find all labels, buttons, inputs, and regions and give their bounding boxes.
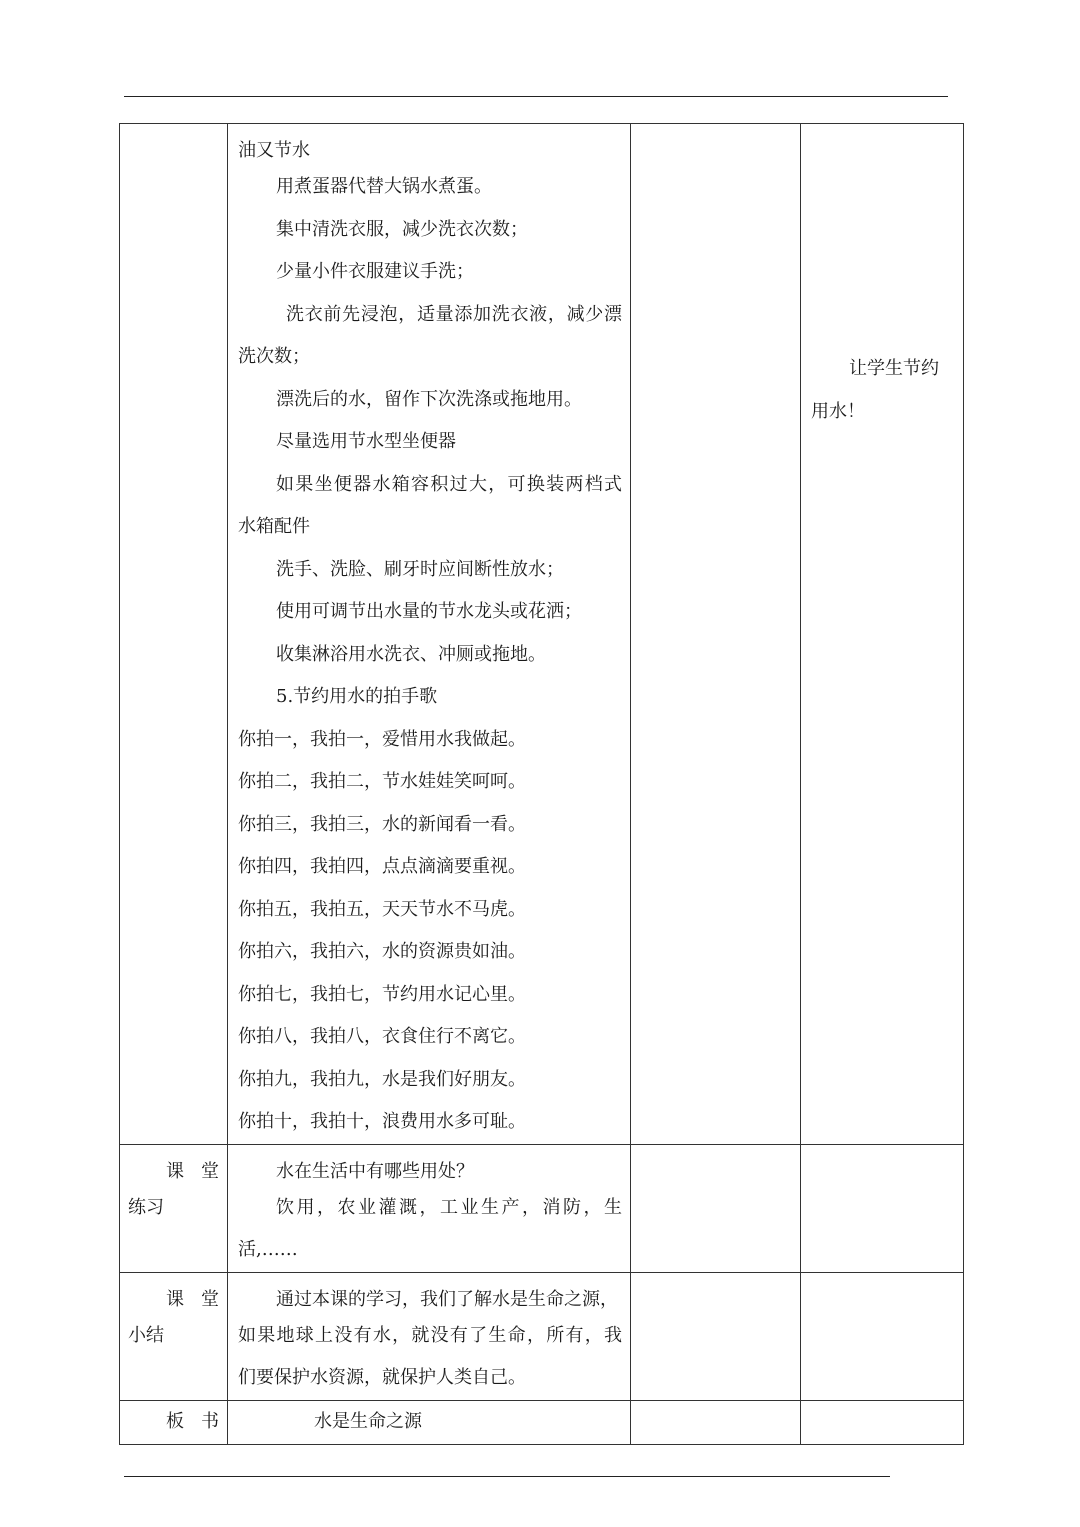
practice-label: 练习 bbox=[128, 1196, 164, 1218]
content-line: 5.节约用水的拍手歌 bbox=[276, 686, 438, 707]
board-label: 板书 bbox=[166, 1410, 219, 1432]
activity-cell bbox=[631, 1400, 801, 1444]
content-line: 用煮蛋器代替大锅水煮蛋。 bbox=[276, 176, 492, 197]
summary-line: 如果地球上没有水，就没有了生命，所有，我 bbox=[238, 1324, 622, 1346]
summary-line: 们要保护水资源，就保护人类自己。 bbox=[238, 1367, 526, 1388]
content-cell bbox=[228, 1272, 631, 1400]
activity-cell bbox=[631, 1272, 801, 1400]
label-cell bbox=[120, 1144, 228, 1272]
design-note-cell bbox=[801, 124, 964, 1145]
practice-label: 课 堂 bbox=[166, 1160, 219, 1182]
chant-line: 你拍十，我拍十，浪费用水多可耻。 bbox=[238, 1111, 526, 1132]
content-line: 洗衣前先浸泡，适量添加洗衣液，减少漂 bbox=[286, 303, 622, 325]
table-row bbox=[120, 124, 964, 1145]
chant-line: 你拍四，我拍四，点点滴滴要重视。 bbox=[238, 856, 526, 877]
content-cell bbox=[228, 124, 631, 1145]
content-line: 如果坐便器水箱容积过大，可换装两档式 bbox=[276, 473, 622, 495]
chant-line: 你拍五，我拍五，天天节水不马虎。 bbox=[238, 898, 526, 920]
design-note-line: 用水！ bbox=[811, 400, 865, 422]
label-cell bbox=[120, 124, 228, 1145]
content-cell bbox=[228, 1400, 631, 1444]
chant-line: 你拍八，我拍八，衣食住行不离它。 bbox=[238, 1026, 526, 1047]
table-row bbox=[120, 1144, 964, 1272]
design-note-cell bbox=[801, 1144, 964, 1272]
content-line: 集中清洗衣服，减少洗衣次数； bbox=[276, 218, 528, 240]
practice-line: 活,…… bbox=[238, 1239, 298, 1260]
chant-line: 你拍六，我拍六，水的资源贵如油。 bbox=[238, 941, 526, 962]
table-row bbox=[120, 1272, 964, 1400]
chant-line: 你拍一，我拍一，爱惜用水我做起。 bbox=[238, 728, 526, 750]
label-cell bbox=[120, 1272, 228, 1400]
activity-cell bbox=[631, 1144, 801, 1272]
footer-rule bbox=[124, 1476, 890, 1477]
label-cell bbox=[120, 1400, 228, 1444]
chant-line: 你拍三，我拍三，水的新闻看一看。 bbox=[238, 813, 526, 835]
content-line: 少量小件衣服建议手洗； bbox=[276, 261, 474, 282]
design-note-cell bbox=[801, 1400, 964, 1444]
design-note-cell bbox=[801, 1272, 964, 1400]
content-line: 洗次数； bbox=[238, 346, 310, 367]
chant-line: 你拍二，我拍二，节水娃娃笑呵呵。 bbox=[238, 771, 526, 792]
design-note-line: 让学生节约 bbox=[849, 358, 939, 379]
content-line: 水箱配件 bbox=[238, 516, 310, 537]
practice-line: 水在生活中有哪些用处？ bbox=[276, 1160, 474, 1182]
summary-label: 小结 bbox=[128, 1324, 164, 1346]
header-rule bbox=[124, 96, 948, 97]
practice-line: 饮用，农业灌溉，工业生产，消防，生 bbox=[276, 1196, 622, 1218]
table-row bbox=[120, 1400, 964, 1444]
content-line: 漂洗后的水，留作下次洗涤或拖地用。 bbox=[276, 388, 582, 410]
activity-cell bbox=[631, 124, 801, 1145]
chant-line: 你拍七，我拍七，节约用水记心里。 bbox=[238, 983, 526, 1005]
summary-line: 通过本课的学习，我们了解水是生命之源， bbox=[276, 1288, 618, 1310]
content-line: 使用可调节出水量的节水龙头或花洒； bbox=[276, 601, 582, 622]
chant-line: 你拍九，我拍九，水是我们好朋友。 bbox=[238, 1068, 526, 1090]
content-line: 洗手、洗脸、刷牙时应间断性放水； bbox=[276, 558, 564, 580]
content-line: 油又节水 bbox=[238, 140, 310, 161]
board-content: 水是生命之源 bbox=[314, 1410, 422, 1432]
content-cell bbox=[228, 1144, 631, 1272]
content-line: 尽量选用节水型坐便器 bbox=[276, 431, 456, 452]
summary-label: 课 堂 bbox=[166, 1288, 219, 1310]
lesson-plan-table bbox=[119, 123, 964, 1445]
content-line: 收集淋浴用水洗衣、冲厕或拖地。 bbox=[276, 643, 546, 665]
